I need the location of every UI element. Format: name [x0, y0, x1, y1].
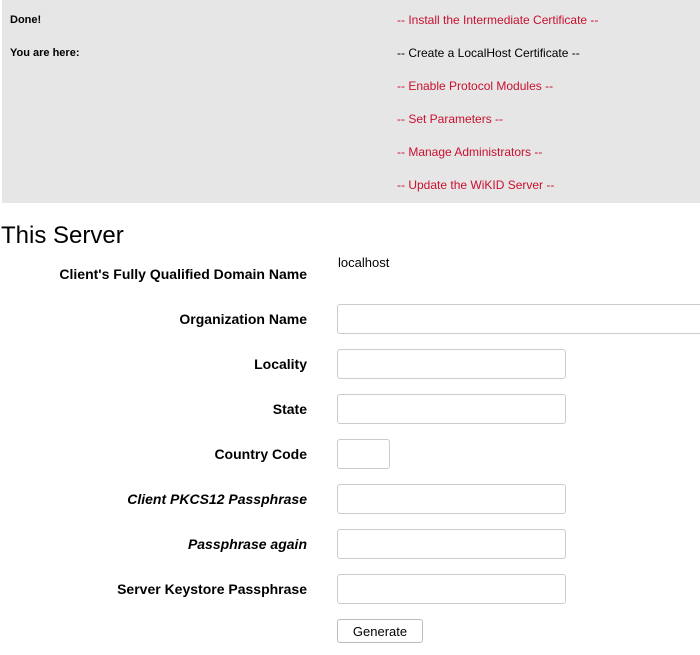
- step-install-intermediate-certificate[interactable]: -- Install the Intermediate Certificate --: [397, 13, 599, 27]
- state-input[interactable]: [337, 394, 566, 424]
- keystore-passphrase-input[interactable]: [337, 574, 566, 604]
- state-label: State: [272, 401, 307, 417]
- step-manage-administrators[interactable]: -- Manage Administrators --: [397, 145, 543, 159]
- generate-button[interactable]: Generate: [337, 619, 423, 643]
- country-label: Country Code: [214, 446, 307, 462]
- country-row: [0, 439, 700, 469]
- keystore-label: Server Keystore Passphrase: [117, 581, 307, 597]
- again-row: [0, 529, 700, 559]
- pkcs-label: Client PKCS12 Passphrase: [127, 491, 307, 507]
- wizard-nav: [2, 0, 700, 203]
- fqdn-value: localhost: [338, 255, 390, 270]
- page-title: This Server: [1, 222, 124, 249]
- locality-row: [0, 349, 700, 379]
- org-label: Organization Name: [179, 311, 307, 327]
- organization-name-input[interactable]: [337, 304, 700, 334]
- fqdn-label: Client's Fully Qualified Domain Name: [59, 266, 307, 282]
- state-row: [0, 394, 700, 424]
- pkcs12-passphrase-input[interactable]: [337, 484, 566, 514]
- pkcs-row: [0, 484, 700, 514]
- you-are-here-label: You are here:: [10, 47, 80, 59]
- step-enable-protocol-modules[interactable]: -- Enable Protocol Modules --: [397, 79, 554, 93]
- done-label: Done!: [10, 14, 42, 26]
- locality-input[interactable]: [337, 349, 566, 379]
- step-create-localhost-certificate: -- Create a LocalHost Certificate --: [397, 46, 580, 60]
- fqdn-row: [0, 255, 700, 289]
- passphrase-again-input[interactable]: [337, 529, 566, 559]
- step-set-parameters[interactable]: -- Set Parameters --: [397, 112, 504, 126]
- keystore-row: [0, 574, 700, 604]
- country-code-input[interactable]: [337, 439, 390, 469]
- step-update-wikid-server[interactable]: -- Update the WiKID Server --: [397, 178, 555, 192]
- passphrase-again-label: Passphrase again: [187, 536, 307, 552]
- org-row: [0, 304, 700, 334]
- locality-label: Locality: [254, 356, 307, 372]
